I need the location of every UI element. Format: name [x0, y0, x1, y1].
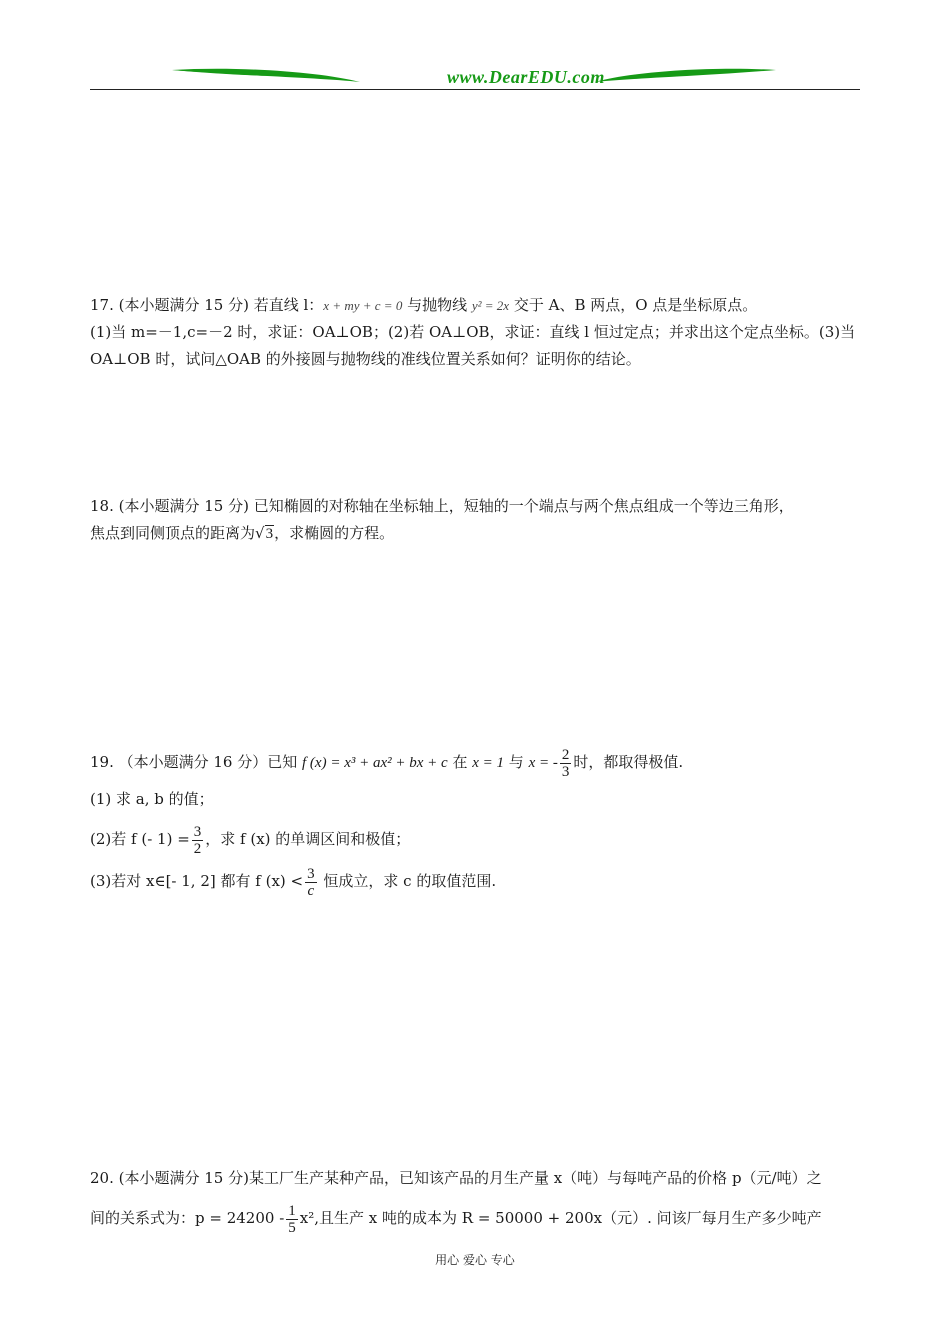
- q17-line-equation: x + my + c = 0: [323, 298, 403, 313]
- q20-frac-num: 1: [288, 1202, 296, 1219]
- q17-text-end: 交于 A、B 两点，O 点是坐标原点。: [509, 296, 758, 314]
- q17-parabola-equation: y² = 2x: [471, 298, 510, 313]
- q17-line1: [90, 292, 865, 319]
- page-footer: 用心 爱心 专心: [435, 1253, 515, 1267]
- q18-text-end: ，求椭圆的方程。: [274, 524, 395, 542]
- q19-tail: 时，都取得极值.: [573, 753, 684, 771]
- site-logo-text: www.DearEDU.com: [447, 67, 605, 87]
- question-18: [90, 493, 865, 548]
- q19-part3-num: 3: [307, 865, 315, 882]
- question-20: [90, 1162, 865, 1236]
- q19-part3-den: c: [307, 882, 315, 899]
- q20-line2-b: x²,且生产 x 吨的成本为 R = 50000 + 200x（元）. 问该厂每月生产多少吨产: [299, 1209, 822, 1227]
- q19-part3: [90, 863, 865, 899]
- question-19: [90, 744, 865, 899]
- q18-text: 焦点到同侧顶点的距离为: [90, 524, 256, 542]
- q19-part3-fraction: [305, 866, 317, 899]
- q19-part2-den: 2: [193, 840, 202, 857]
- q19-intro: 19. （本小题满分 16 分）已知: [90, 753, 303, 771]
- q19-part2-b: ，求 f (x) 的单调区间和极值；: [205, 830, 411, 848]
- q18-sqrt-value: 3: [265, 526, 274, 542]
- q19-part2: [90, 821, 865, 857]
- q19-frac-den: 3: [561, 763, 570, 780]
- q19-part2-fraction: [192, 824, 204, 857]
- q18-line2: 焦点到同侧顶点的距离为√3，求椭圆的方程。: [90, 524, 395, 542]
- header-banner: [90, 62, 860, 92]
- q17-line3: OA⊥OB 时，试问△OAB 的外接圆与抛物线的准线位置关系如何？证明你的结论。: [90, 350, 641, 368]
- q19-part1: (1) 求 a, b 的值；: [90, 790, 214, 808]
- q19-stem: [90, 744, 865, 781]
- q19-frac-num: 2: [561, 746, 570, 763]
- q20-frac-den: 5: [288, 1219, 296, 1236]
- q19-text: 在: [447, 753, 473, 771]
- q17-line2: (1)当 m=－1,c=－2 时，求证：OA⊥OB；(2)若 OA⊥OB，求证：直线 l 恒过定点；并求出这个定点坐标。(3)当: [90, 323, 856, 341]
- q19-part2-a: (2)若 f (- 1) =: [90, 830, 190, 848]
- q19-fraction: [560, 747, 572, 780]
- q19-part3-b: 恒成立，求 c 的取值范围.: [318, 872, 497, 890]
- q19-x2: x = -: [528, 755, 558, 771]
- q19-function: f (x) = x³ + ax² + bx + c: [302, 755, 448, 771]
- q20-line2: [90, 1202, 865, 1236]
- header-rule: [90, 89, 860, 90]
- question-17: [90, 292, 865, 373]
- q20-line2-a: 间的关系式为：p = 24200 -: [90, 1209, 285, 1227]
- q19-part3-a: (3)若对 x∈[- 1, 2] 都有 f (x) <: [90, 872, 304, 890]
- q20-line1: 20. (本小题满分 15 分)某工厂生产某种产品，已知该产品的月生产量 x（吨）与每吨产品的价格 p（元/吨）之: [90, 1169, 822, 1187]
- q19-and: 与: [504, 753, 529, 771]
- q17-text: 与抛物线: [402, 296, 472, 314]
- q18-line1: 18. (本小题满分 15 分) 已知椭圆的对称轴在坐标轴上，短轴的一个端点与两个焦点组成一个等边三角形，: [90, 497, 794, 515]
- q19-part2-num: 3: [193, 823, 202, 840]
- q20-fraction: [286, 1203, 298, 1236]
- q19-x1: x = 1: [472, 755, 505, 771]
- q17-intro: 17. (本小题满分 15 分) 若直线 l：: [90, 296, 324, 314]
